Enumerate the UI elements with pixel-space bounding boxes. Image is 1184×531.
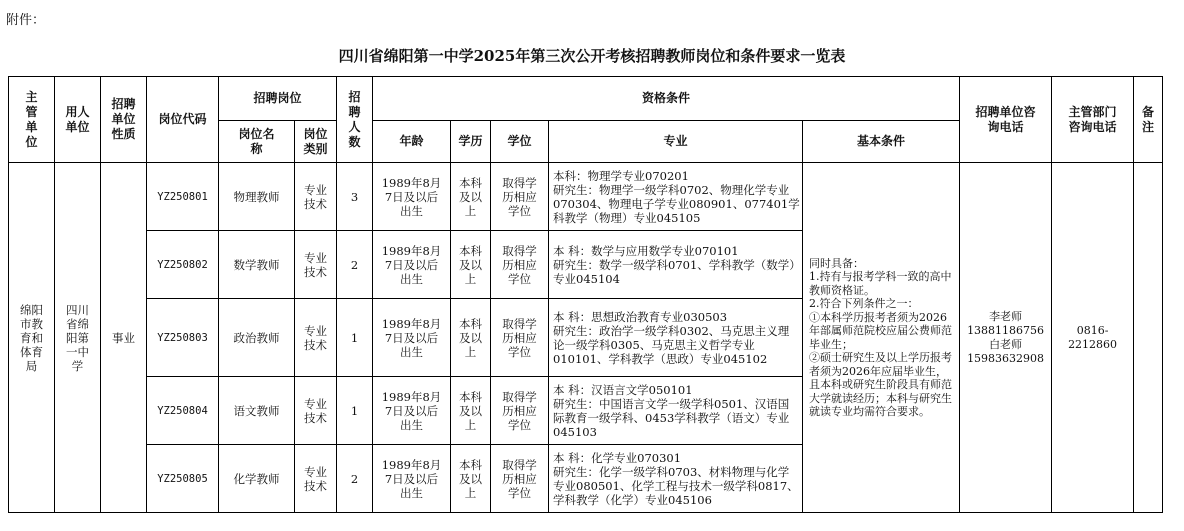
major-cell: 本 科：数学与应用数学专业070101 研究生：数学一级学科0701、学科教学（数学）专业045104 bbox=[549, 231, 803, 299]
degree-cell: 取得学 历相应 学位 bbox=[491, 163, 549, 231]
major-cell: 本科：物理学专业070201 研究生：物理学一级学科0702、物理化学专业070304、物理电子学专业080901、077401学科教学（物理）专业045105 bbox=[549, 163, 803, 231]
unit-cell: 四川 省绵 阳第 一中 学 bbox=[55, 163, 101, 513]
post-type-cell: 专业 技术 bbox=[295, 377, 337, 445]
header-age: 年龄 bbox=[373, 121, 451, 163]
header-remark: 备 注 bbox=[1134, 77, 1163, 163]
header-degree: 学位 bbox=[491, 121, 549, 163]
header-count: 招 聘 人 数 bbox=[337, 77, 373, 163]
header-post-name: 岗位名 称 bbox=[219, 121, 295, 163]
post-name-cell: 化学教师 bbox=[219, 445, 295, 513]
age-cell: 1989年8月 7日及以后 出生 bbox=[373, 299, 451, 377]
post-name-cell: 政治教师 bbox=[219, 299, 295, 377]
dept-cell: 绵阳 市教 育和 体育 局 bbox=[9, 163, 55, 513]
header-post-type: 岗位 类别 bbox=[295, 121, 337, 163]
header-edu: 学历 bbox=[451, 121, 491, 163]
post-name-cell: 数学教师 bbox=[219, 231, 295, 299]
count-cell: 2 bbox=[337, 445, 373, 513]
post-name-cell: 语文教师 bbox=[219, 377, 295, 445]
post-type-cell: 专业 技术 bbox=[295, 163, 337, 231]
edu-cell: 本科 及以 上 bbox=[451, 163, 491, 231]
count-cell: 1 bbox=[337, 299, 373, 377]
code-cell: YZ250802 bbox=[147, 231, 219, 299]
degree-cell: 取得学 历相应 学位 bbox=[491, 445, 549, 513]
header-basic: 基本条件 bbox=[803, 121, 960, 163]
post-name-cell: 物理教师 bbox=[219, 163, 295, 231]
edu-cell: 本科 及以 上 bbox=[451, 299, 491, 377]
header-dept: 主 管 单 位 bbox=[9, 77, 55, 163]
header-unit: 用人 单位 bbox=[55, 77, 101, 163]
post-type-cell: 专业 技术 bbox=[295, 299, 337, 377]
age-cell: 1989年8月 7日及以后 出生 bbox=[373, 377, 451, 445]
header-post-group: 招聘岗位 bbox=[219, 77, 337, 121]
table-row bbox=[9, 163, 1163, 231]
attachment-label: 附件： bbox=[6, 13, 46, 28]
degree-cell: 取得学 历相应 学位 bbox=[491, 377, 549, 445]
age-cell: 1989年8月 7日及以后 出生 bbox=[373, 163, 451, 231]
code-cell: YZ250801 bbox=[147, 163, 219, 231]
unit-phone-cell: 李老师 13881186756 白老师 15983632908 bbox=[960, 163, 1052, 513]
nature-cell: 事业 bbox=[101, 163, 147, 513]
header-nature: 招聘 单位 性质 bbox=[101, 77, 147, 163]
degree-cell: 取得学 历相应 学位 bbox=[491, 231, 549, 299]
count-cell: 3 bbox=[337, 163, 373, 231]
dept-phone-cell: 0816- 2212860 bbox=[1052, 163, 1134, 513]
major-cell: 本 科：汉语言文学050101 研究生：中国语言文学一级学科0501、汉语国际教育一级学科、0453学科教学（语文）专业045103 bbox=[549, 377, 803, 445]
age-cell: 1989年8月 7日及以后 出生 bbox=[373, 445, 451, 513]
header-major: 专业 bbox=[549, 121, 803, 163]
post-type-cell: 专业 技术 bbox=[295, 231, 337, 299]
code-cell: YZ250803 bbox=[147, 299, 219, 377]
post-type-cell: 专业 技术 bbox=[295, 445, 337, 513]
header-qual-group: 资格条件 bbox=[373, 77, 960, 121]
edu-cell: 本科 及以 上 bbox=[451, 445, 491, 513]
code-cell: YZ250804 bbox=[147, 377, 219, 445]
recruitment-table bbox=[8, 76, 1163, 513]
count-cell: 2 bbox=[337, 231, 373, 299]
edu-cell: 本科 及以 上 bbox=[451, 231, 491, 299]
basic-conditions-cell: 同时具备： 1.持有与报考学科一致的高中教师资格证。 2.符合下列条件之一： ①本科学历报考者须为2026年部属师范院校应届公费师范毕业生； ②硕士研究生及以上学历报考者须为2026年应届毕业生，且本科或研究生阶段具有师范大学就读经历；本科与研究生就读专业均需符合要求。 bbox=[803, 163, 960, 513]
header-unit-phone: 招聘单位咨 询电话 bbox=[960, 77, 1052, 163]
code-cell: YZ250805 bbox=[147, 445, 219, 513]
major-cell: 本 科：化学专业070301 研究生：化学一级学科0703、材料物理与化学专业080501、化学工程与技术一级学科0817、学科教学（化学）专业045106 bbox=[549, 445, 803, 513]
major-cell: 本 科：思想政治教育专业030503 研究生：政治学一级学科0302、马克思主义理论一级学科0305、马克思主义哲学专业010101、学科教学（思政）专业045102 bbox=[549, 299, 803, 377]
count-cell: 1 bbox=[337, 377, 373, 445]
age-cell: 1989年8月 7日及以后 出生 bbox=[373, 231, 451, 299]
header-dept-phone: 主管部门 咨询电话 bbox=[1052, 77, 1134, 163]
remark-cell bbox=[1134, 163, 1163, 513]
page-title: 四川省绵阳第一中学2025年第三次公开考核招聘教师岗位和条件要求一览表 bbox=[338, 47, 846, 65]
header-code: 岗位代码 bbox=[147, 77, 219, 163]
edu-cell: 本科 及以 上 bbox=[451, 377, 491, 445]
degree-cell: 取得学 历相应 学位 bbox=[491, 299, 549, 377]
